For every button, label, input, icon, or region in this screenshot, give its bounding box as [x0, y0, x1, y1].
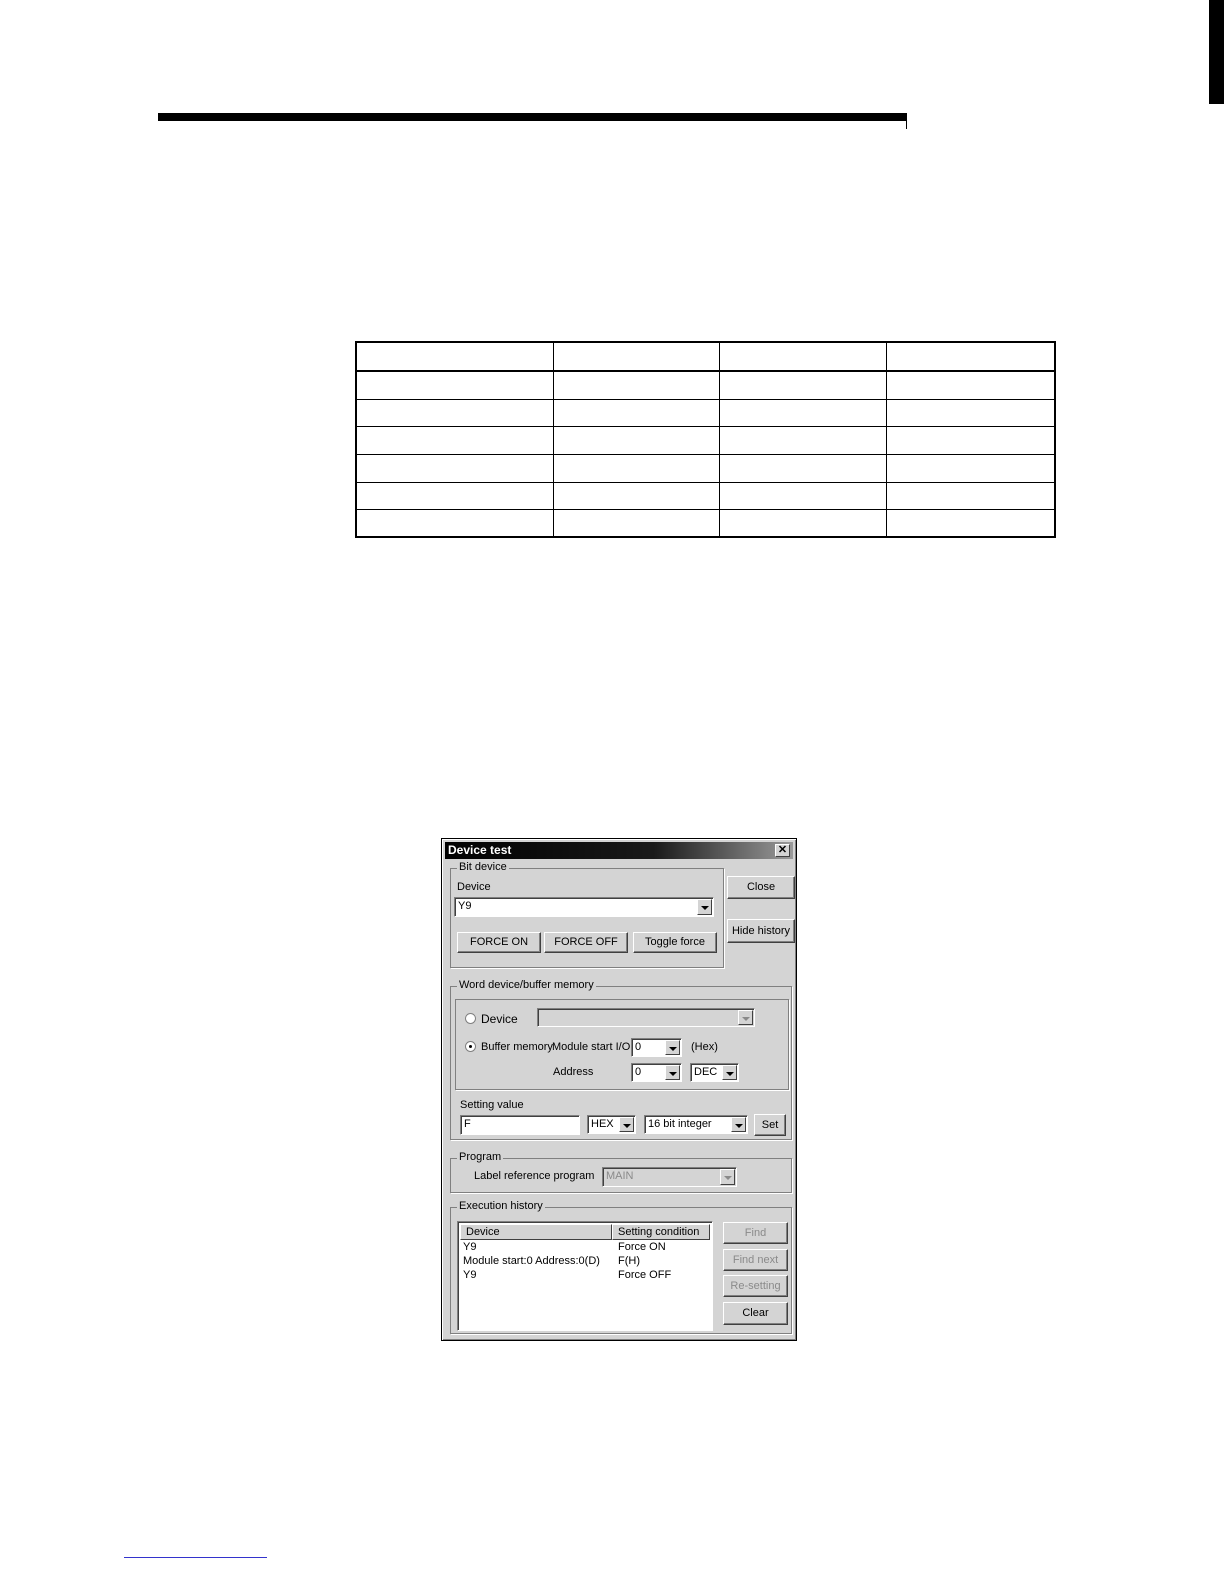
document-table — [355, 341, 1056, 538]
bit-device-label: Device — [457, 881, 491, 893]
table-cell — [356, 400, 553, 427]
table-cell — [356, 454, 553, 482]
history-column-setting-condition[interactable]: Setting condition — [612, 1224, 710, 1240]
table-cell — [553, 427, 720, 454]
resetting-button[interactable]: Re-setting — [723, 1275, 788, 1297]
execution-history-group — [450, 1200, 792, 1334]
setting-type-value: 16 bit integer — [648, 1118, 712, 1130]
label-reference-program-label: Label reference program — [474, 1170, 595, 1182]
header-rule — [158, 113, 907, 121]
history-row-device[interactable]: Y9 — [463, 1241, 477, 1253]
chevron-down-icon[interactable] — [697, 899, 712, 915]
table-row — [356, 342, 1055, 371]
close-icon[interactable]: ✕ — [775, 844, 790, 857]
setting-value-label: Setting value — [460, 1099, 524, 1111]
table-cell — [886, 427, 1055, 454]
table-row — [356, 371, 1055, 399]
chevron-down-icon[interactable] — [722, 1065, 737, 1080]
dialog-titlebar[interactable] — [445, 842, 793, 859]
table-cell — [356, 510, 553, 537]
address-format-select[interactable] — [690, 1063, 739, 1082]
device-radio[interactable] — [465, 1013, 476, 1024]
address-label: Address — [553, 1066, 594, 1078]
force-on-button[interactable]: FORCE ON — [457, 932, 541, 953]
address-select[interactable] — [631, 1063, 682, 1082]
find-next-button[interactable]: Find next — [723, 1249, 788, 1271]
history-row-device[interactable]: Module start:0 Address:0(D) — [463, 1255, 600, 1267]
chevron-down-icon[interactable] — [619, 1117, 634, 1132]
table-cell — [553, 482, 720, 509]
find-button[interactable]: Find — [723, 1222, 788, 1244]
chevron-down-icon[interactable] — [738, 1010, 753, 1025]
bit-device-group — [450, 861, 724, 968]
chapter-tab-marker — [1209, 0, 1224, 104]
address-value: 0 — [635, 1066, 642, 1078]
label-reference-program-select[interactable] — [602, 1167, 737, 1187]
device-radio-label: Device — [481, 1012, 518, 1026]
table-cell — [886, 454, 1055, 482]
address-format-value: DEC — [694, 1066, 718, 1078]
setting-value-text: F — [464, 1118, 471, 1130]
table-cell — [886, 510, 1055, 537]
table-cell — [720, 371, 887, 399]
chevron-down-icon[interactable] — [665, 1065, 680, 1080]
table-cell — [356, 371, 553, 399]
buffer-memory-radio[interactable] — [465, 1041, 476, 1052]
hex-label: (Hex) — [691, 1041, 718, 1053]
table-cell — [720, 454, 887, 482]
setting-value-input[interactable] — [460, 1115, 580, 1135]
header-rule-tick — [906, 121, 907, 129]
table-row — [356, 427, 1055, 454]
table-cell — [720, 342, 887, 371]
word-device-group-label: Word device/buffer memory — [459, 979, 594, 991]
table-cell — [356, 427, 553, 454]
program-group — [450, 1151, 792, 1193]
history-row-condition[interactable]: Force ON — [618, 1241, 666, 1253]
setting-format-value: HEX — [591, 1118, 614, 1130]
word-device-select[interactable] — [537, 1008, 755, 1027]
buffer-memory-radio-label: Buffer memory — [481, 1041, 553, 1053]
table-cell — [720, 482, 887, 509]
table-cell — [886, 342, 1055, 371]
force-off-button[interactable]: FORCE OFF — [544, 932, 628, 953]
bit-device-group-label: Bit device — [459, 861, 507, 873]
table-cell — [720, 510, 887, 537]
table-cell — [553, 400, 720, 427]
chevron-down-icon[interactable] — [665, 1040, 680, 1055]
table-row — [356, 510, 1055, 537]
table-cell — [553, 371, 720, 399]
toggle-force-button[interactable]: Toggle force — [633, 932, 717, 953]
footer-rule — [124, 1557, 267, 1558]
module-start-select[interactable] — [631, 1038, 682, 1057]
execution-history-group-label: Execution history — [459, 1200, 543, 1212]
bit-device-select[interactable] — [454, 897, 714, 917]
device-test-dialog — [441, 838, 797, 1341]
hide-history-button[interactable]: Hide history — [727, 919, 795, 943]
close-button[interactable]: Close — [727, 876, 795, 899]
setting-type-select[interactable] — [644, 1115, 748, 1134]
clear-button[interactable]: Clear — [723, 1302, 788, 1325]
table-cell — [886, 371, 1055, 399]
history-row-device[interactable]: Y9 — [463, 1269, 477, 1281]
table-row — [356, 454, 1055, 482]
history-column-device[interactable]: Device — [460, 1224, 612, 1240]
table-row — [356, 482, 1055, 509]
table-cell — [886, 482, 1055, 509]
table-cell — [356, 342, 553, 371]
history-row-condition[interactable]: F(H) — [618, 1255, 640, 1267]
table-cell — [886, 400, 1055, 427]
table-cell — [553, 342, 720, 371]
execution-history-list[interactable] — [457, 1221, 713, 1331]
history-row-condition[interactable]: Force OFF — [618, 1269, 672, 1281]
table-row — [356, 400, 1055, 427]
table-cell — [553, 510, 720, 537]
chevron-down-icon[interactable] — [720, 1169, 735, 1185]
table-cell — [720, 427, 887, 454]
word-device-inner-frame — [455, 999, 789, 1090]
word-device-group — [450, 979, 792, 1140]
chevron-down-icon[interactable] — [731, 1117, 746, 1132]
table-cell — [553, 454, 720, 482]
program-group-label: Program — [459, 1151, 502, 1163]
set-button[interactable]: Set — [754, 1114, 786, 1136]
setting-format-select[interactable] — [587, 1115, 636, 1134]
module-start-value: 0 — [635, 1041, 642, 1053]
module-start-label: Module start I/O — [552, 1041, 631, 1053]
label-reference-program-value: MAIN — [606, 1170, 634, 1182]
bit-device-value: Y9 — [458, 900, 472, 912]
table-cell — [720, 400, 887, 427]
dialog-title: Device test — [448, 843, 512, 857]
table-cell — [356, 482, 553, 509]
